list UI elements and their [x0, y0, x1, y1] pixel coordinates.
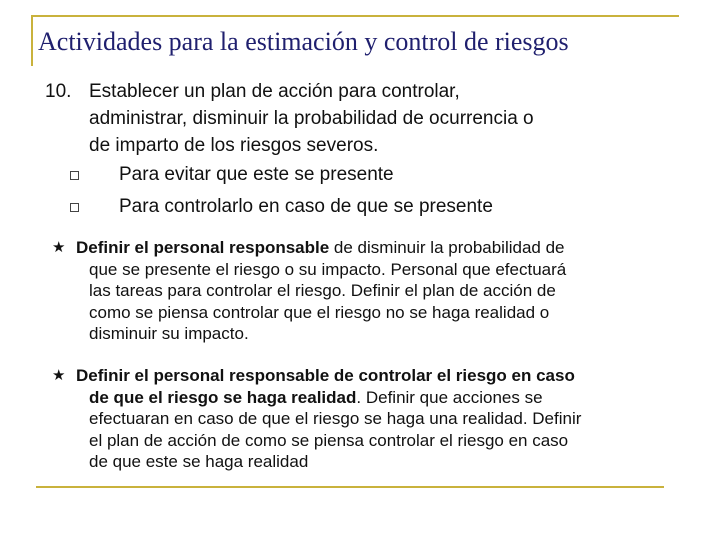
item1-line-3: las tareas para controlar el riesgo. Definir el plan de acción de: [89, 281, 556, 300]
item1-line1-rest: de disminuir la probabilidad de: [329, 238, 565, 257]
point-line-2: administrar, disminuir la probabilidad de ocurrencia o: [89, 108, 534, 129]
item2-bold-line-1: Definir el personal responsable de controlar el riesgo en caso: [76, 366, 575, 385]
item2-line-2: [52, 387, 672, 409]
point-line-3: de imparto de los riesgos severos.: [89, 135, 379, 156]
square-bullet-icon: [70, 203, 79, 212]
star-bullet-icon: ★: [52, 367, 66, 384]
item1-line-5: disminuir su impacto.: [89, 324, 249, 343]
sub-item-label: Para controlarlo en caso de que se presente: [119, 196, 493, 217]
frame-bottom-line: [36, 486, 664, 488]
item1-bold: Definir el personal responsable: [76, 238, 330, 257]
point-number: 10.: [45, 81, 72, 102]
item2-line-3: efectuaran en caso de que el riesgo se haga una realidad. Definir: [89, 409, 582, 428]
frame-left-line: [31, 15, 33, 66]
item2-line-5: de que este se haga realidad: [89, 452, 309, 471]
numbered-point: [45, 78, 685, 159]
item2-line-1: [52, 365, 672, 387]
frame-top-line: [31, 15, 679, 17]
item2-line2-rest: . Definir que acciones se: [356, 387, 543, 407]
star-item-2: [52, 365, 672, 473]
item2-line-4: el plan de acción de como se piensa controlar el riesgo en caso: [89, 430, 569, 450]
item2-bold-line-2: de que el riesgo se haga realidad: [89, 387, 357, 407]
item1-line-4: como se piensa controlar que el riesgo no se haga realidad o: [89, 302, 550, 322]
slide-title: Actividades para la estimación y control de riesgos: [38, 27, 569, 56]
item1-line-1: [52, 237, 672, 259]
star-bullet-icon: ★: [52, 239, 66, 256]
point-line-1: Establecer un plan de acción para controlar,: [89, 81, 460, 102]
sub-item-label: Para evitar que este se presente: [119, 164, 394, 185]
star-item-1: [52, 237, 672, 345]
square-bullet-icon: [70, 171, 79, 180]
item1-line-2: que se presente el riesgo o su impacto. Personal que efectuará: [89, 259, 567, 279]
